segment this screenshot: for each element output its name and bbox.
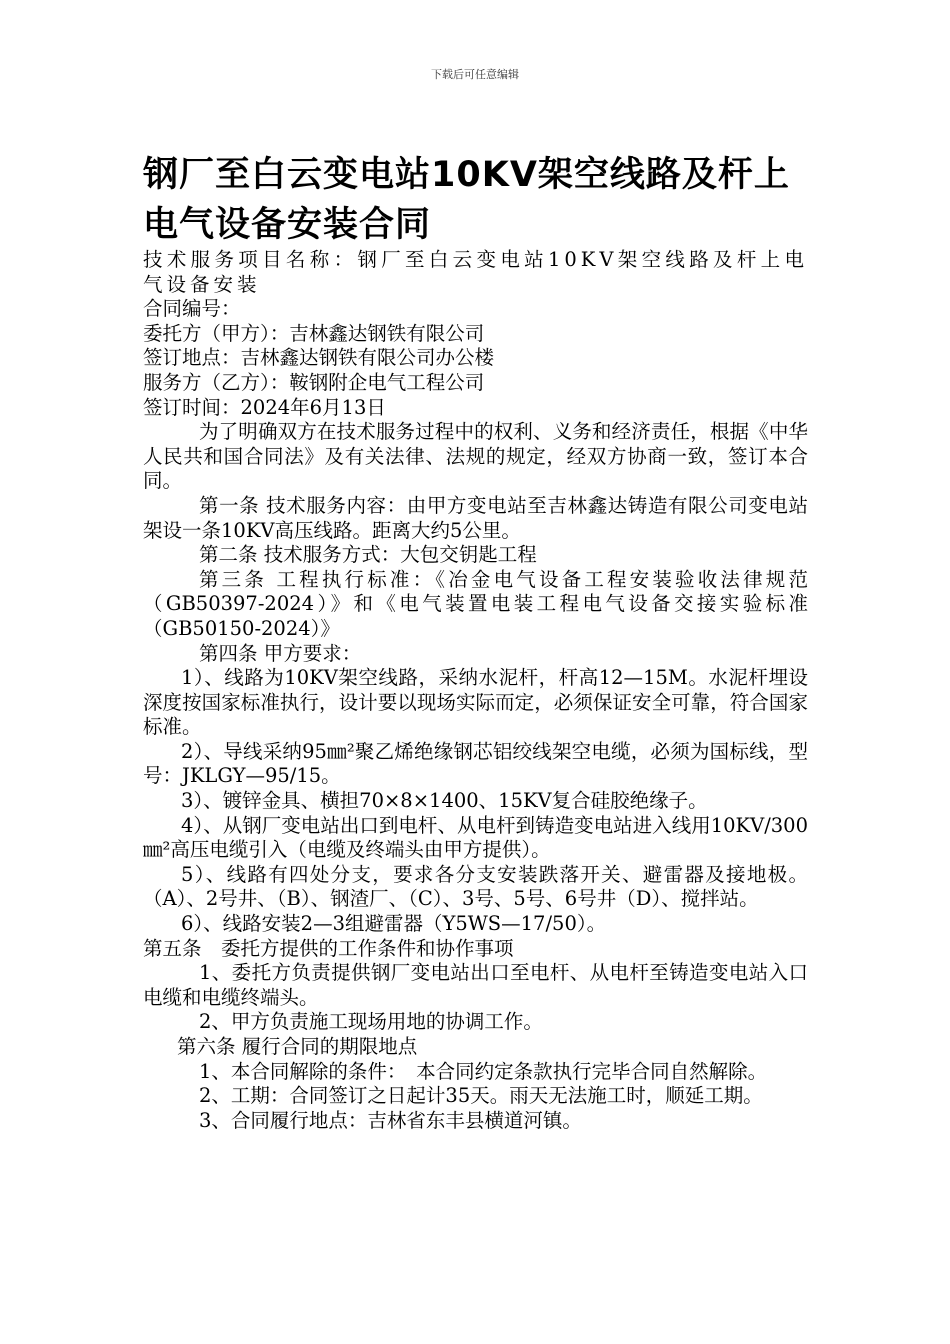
article-2: 第二条 技术服务方式：大包交钥匙工程 bbox=[199, 543, 537, 567]
requirement-3: 3）、镀锌金具、横担70×8×1400、15KV复合硅胶绝缘子。 bbox=[181, 789, 708, 813]
party-a: 委托方（甲方）：吉林鑫达钢铁有限公司 bbox=[143, 321, 485, 345]
requirement-4: 4）、从钢厂变电站出口到电杆、从电杆到铸造变电站进入线用10KV/300㎜²高压电缆引入（电缆及终端头由甲方提供）。 bbox=[143, 813, 808, 862]
project-name: 技术服务项目名称：钢厂至白云变电站10KV架空线路及杆上电气设备安装 bbox=[143, 248, 808, 296]
party-b: 服务方（乙方）：鞍钢附企电气工程公司 bbox=[143, 370, 485, 394]
article-6-item-3: 3、合同履行地点：吉林省东丰县横道河镇。 bbox=[199, 1108, 582, 1132]
contract-body bbox=[143, 248, 808, 1133]
article-1: 第一条 技术服务内容：由甲方变电站至吉林鑫达铸造有限公司变电站架设一条10KV高压线路。距离大约5公里。 bbox=[143, 493, 808, 542]
article-4: 第四条 甲方要求： bbox=[199, 641, 362, 665]
requirement-2: 2）、导线采纳95㎜²聚乙烯绝缘钢芯铝绞线架空电缆，必须为国标线，型号：JKLGY—95/15。 bbox=[143, 739, 808, 788]
article-6-item-1: 1、本合同解除的条件： 本合同约定条款执行完毕合同自然解除。 bbox=[199, 1059, 768, 1083]
sign-time: 签订时间：2024年6月13日 bbox=[143, 395, 386, 419]
requirement-5: 5）、线路有四处分支，要求各分支安装跌落开关、避雷器及接地极。（A）、2号井、（B）、钢渣厂、（C）、3号、5号、6号井（D）、搅拌站。 bbox=[143, 862, 808, 911]
contract-title: 钢厂至白云变电站10KV架空线路及杆上电气设备安装合同 bbox=[143, 155, 790, 245]
article-6: 第六条 履行合同的期限地点 bbox=[177, 1035, 418, 1058]
requirement-6: 6）、线路安装2—3组避雷器（Y5WS—17/50）。 bbox=[181, 912, 607, 936]
article-5-item-2: 2、甲方负责施工现场用地的协调工作。 bbox=[199, 1010, 543, 1034]
article-5-item-1: 1、委托方负责提供钢厂变电站出口至电杆、从电杆至铸造变电站入口电缆和电缆终端头。 bbox=[143, 961, 808, 1009]
requirement-1: 1）、线路为10KV架空线路，采纳水泥杆，杆高12—15M。水泥杆埋设深度按国家标准执行，设计要以现场实际而定，必须保证安全可靠，符合国家标准。 bbox=[143, 666, 808, 739]
header-note: 下载后可任意编辑 bbox=[431, 68, 519, 81]
article-6-item-2: 2、工期：合同签订之日起计35天。雨天无法施工时，顺延工期。 bbox=[199, 1084, 763, 1108]
sign-place: 签订地点：吉林鑫达钢铁有限公司办公楼 bbox=[143, 346, 495, 370]
article-3: 第三条 工程执行标准：《冶金电气设备工程安装验收法律规范（GB50397-2024）》和《电气装置电装工程电气设备交接实验标准（GB50150-2024）》 bbox=[143, 567, 808, 640]
contract-number: 合同编号： bbox=[143, 297, 241, 321]
intro-paragraph: 为了明确双方在技术服务过程中的权利、义务和经济责任，根据《中华人民共和国合同法》及有关法律、法规的规定，经双方协商一致，签订本合同。 bbox=[143, 420, 808, 493]
article-5: 第五条 委托方提供的工作条件和协作事项 bbox=[143, 936, 514, 960]
